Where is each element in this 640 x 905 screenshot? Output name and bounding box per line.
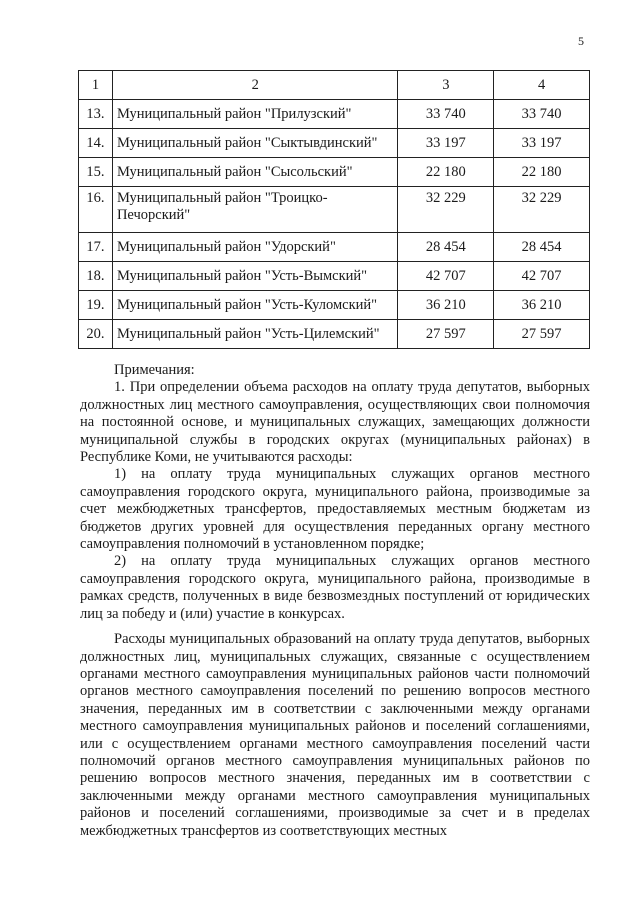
table-row <box>79 320 590 349</box>
value-col-4: 22 180 <box>494 158 590 187</box>
value-col-3: 33 197 <box>398 129 494 158</box>
district-name: Муниципальный район "Троицко-Печорский" <box>112 187 397 233</box>
note-paragraph-2: 1) на оплату труда муниципальных служащих органов местного самоуправления городского округа, муниципального района, производимые за счет межбюджетных трансфертов, предоставляемых местным бюджетам из бюджетов других уровней для осуществления переданных органу местного самоуправления полномочий в установленном порядке; <box>80 466 590 553</box>
value-col-3: 36 210 <box>398 291 494 320</box>
value-col-3: 42 707 <box>398 262 494 291</box>
row-number: 20. <box>79 320 113 349</box>
note-paragraph-4: Расходы муниципальных образований на оплату труда депутатов, выборных должностных лиц, муниципальных служащих, связанные с осуществлением органами местного самоуправления муниципальных районов части полномочий органов местного самоуправления поселений по решению вопросов местного значения, переданных им в соответствии с заключенными между органами местного самоуправления муниципальных районов и поселений соглашениями, или с осуществлением органами местного самоуправления поселений части полномочий органов местного самоуправления муниципальных районов по решению вопросов местного значения, переданных им в соответствии с заключенными между органами местного самоуправления муниципальных районов и поселений соглашениями, производимые за счет и в пределах межбюджетных трансфертов из соответствующих местных <box>80 631 590 839</box>
row-number: 14. <box>79 129 113 158</box>
row-number: 17. <box>79 233 113 262</box>
table-row <box>79 158 590 187</box>
value-col-4: 28 454 <box>494 233 590 262</box>
value-col-3: 32 229 <box>398 187 494 233</box>
value-col-3: 28 454 <box>398 233 494 262</box>
header-col-1: 1 <box>79 71 113 100</box>
district-name: Муниципальный район "Усть-Вымский" <box>112 262 397 291</box>
table-row <box>79 291 590 320</box>
notes-section <box>80 362 590 840</box>
header-col-2: 2 <box>112 71 397 100</box>
row-number: 13. <box>79 100 113 129</box>
table-row <box>79 129 590 158</box>
district-name: Муниципальный район "Прилузский" <box>112 100 397 129</box>
notes-title: Примечания: <box>114 362 195 378</box>
row-number: 16. <box>79 187 113 233</box>
row-number: 19. <box>79 291 113 320</box>
district-name: Муниципальный район "Усть-Цилемский" <box>112 320 397 349</box>
value-col-4: 32 229 <box>494 187 590 233</box>
note-paragraph-3: 2) на оплату труда муниципальных служащих органов местного самоуправления городского округа, муниципального района, производимые в рамках средств, полученных в виде безвозмездных поступлений от юридических лиц за победу и (или) участие в конкурсах. <box>80 553 590 622</box>
district-name: Муниципальный район "Усть-Куломский" <box>112 291 397 320</box>
district-name: Муниципальный район "Сысольский" <box>112 158 397 187</box>
value-col-4: 36 210 <box>494 291 590 320</box>
value-col-3: 27 597 <box>398 320 494 349</box>
value-col-4: 27 597 <box>494 320 590 349</box>
row-number: 18. <box>79 262 113 291</box>
note-paragraph-1: 1. При определении объема расходов на оплату труда депутатов, выборных должностных лиц местного самоуправления, осуществляющих свои полномочия на постоянной основе, и муниципальных служащих, замещающих должности муниципальной службы в городских округах (муниципальных районах) в Республике Коми, не учитываются расходы: <box>80 379 590 466</box>
value-col-3: 33 740 <box>398 100 494 129</box>
table-row <box>79 187 590 233</box>
value-col-4: 33 740 <box>494 100 590 129</box>
value-col-3: 22 180 <box>398 158 494 187</box>
table-row <box>79 233 590 262</box>
table-row <box>79 262 590 291</box>
header-col-3: 3 <box>398 71 494 100</box>
header-col-4: 4 <box>494 71 590 100</box>
district-name: Муниципальный район "Удорский" <box>112 233 397 262</box>
table-header-row <box>79 71 590 100</box>
budget-table <box>78 70 590 349</box>
value-col-4: 42 707 <box>494 262 590 291</box>
value-col-4: 33 197 <box>494 129 590 158</box>
row-number: 15. <box>79 158 113 187</box>
page-number: 5 <box>578 34 584 48</box>
table-row <box>79 100 590 129</box>
district-name: Муниципальный район "Сыктывдинский" <box>112 129 397 158</box>
